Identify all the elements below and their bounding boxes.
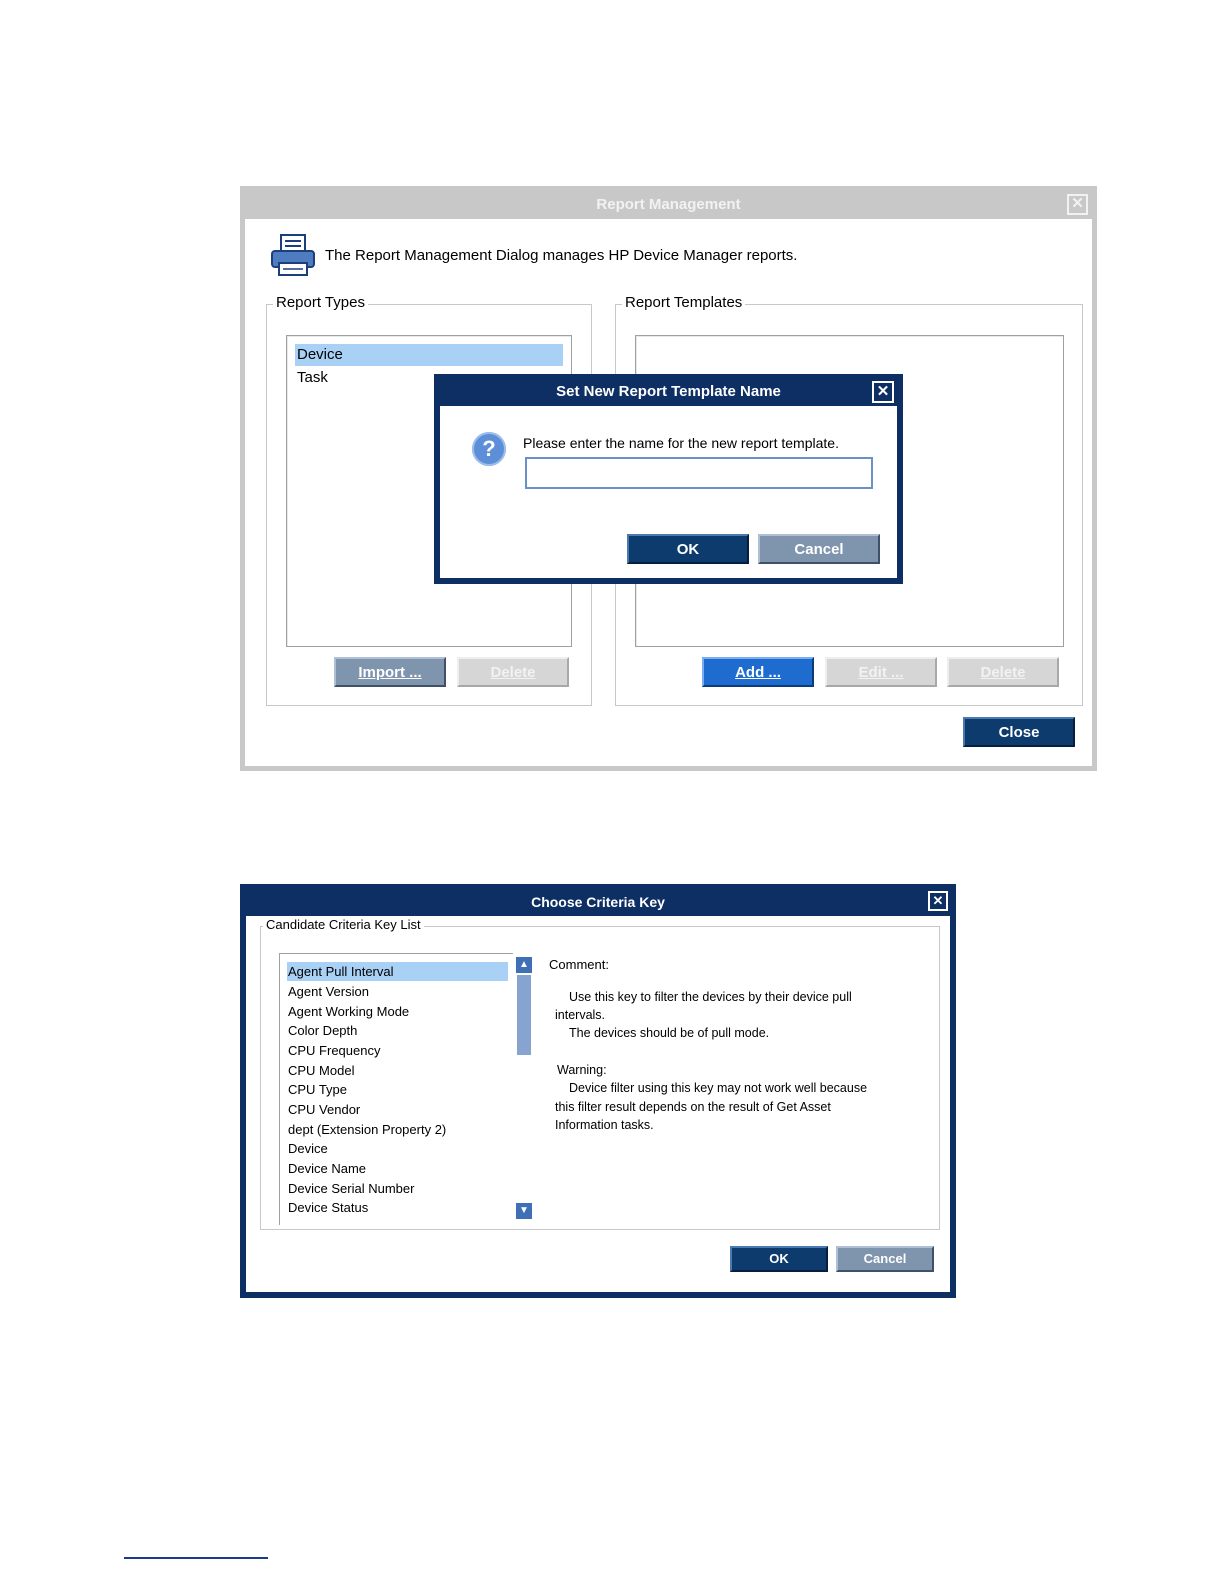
description-text: The Report Management Dialog manages HP Device Manager reports. bbox=[325, 247, 798, 264]
warning-line: Information tasks. bbox=[555, 1118, 654, 1132]
ok-button[interactable]: OK bbox=[627, 534, 749, 564]
list-item[interactable]: CPU Frequency bbox=[288, 1043, 381, 1058]
close-icon[interactable]: ✕ bbox=[1067, 194, 1088, 215]
comment-label: Comment: bbox=[549, 957, 609, 972]
window-title: Choose Criteria Key bbox=[246, 890, 950, 916]
comment-line: intervals. bbox=[555, 1008, 606, 1022]
warning-label: Warning: bbox=[557, 1063, 607, 1077]
question-icon: ? bbox=[472, 432, 506, 466]
scroll-up-icon[interactable]: ▲ bbox=[516, 957, 532, 973]
candidate-key-group bbox=[260, 917, 940, 1230]
dialog-title: Set New Report Template Name bbox=[440, 380, 897, 406]
list-item[interactable]: CPU Model bbox=[288, 1063, 355, 1078]
scroll-down-icon[interactable]: ▼ bbox=[516, 1203, 532, 1219]
list-item[interactable]: Color Depth bbox=[288, 1023, 358, 1038]
delete-type-button[interactable]: Delete bbox=[457, 657, 569, 687]
list-item[interactable]: Device Status bbox=[288, 1200, 369, 1215]
delete-template-button[interactable]: Delete bbox=[947, 657, 1059, 687]
criteria-key-list[interactable] bbox=[279, 953, 513, 1225]
list-scrollbar[interactable] bbox=[515, 953, 533, 1225]
window-title: Report Management bbox=[245, 191, 1092, 219]
list-item[interactable]: Agent Version bbox=[288, 984, 369, 999]
list-item[interactable]: Task bbox=[297, 369, 328, 386]
report-templates-label: Report Templates bbox=[622, 294, 745, 311]
set-template-name-dialog bbox=[434, 374, 903, 584]
list-item[interactable]: CPU Vendor bbox=[288, 1102, 361, 1117]
warning-line: this filter result depends on the result of Get Asset bbox=[555, 1100, 831, 1114]
warning-line: Device filter using this key may not work well because bbox=[569, 1081, 868, 1095]
prompt-text: Please enter the name for the new report template. bbox=[523, 435, 839, 451]
choose-criteria-key-window bbox=[240, 884, 956, 1298]
cancel-button[interactable]: Cancel bbox=[758, 534, 880, 564]
template-name-input[interactable] bbox=[525, 457, 873, 489]
list-item[interactable]: dept (Extension Property 2) bbox=[288, 1122, 447, 1137]
candidate-key-label: Candidate Criteria Key List bbox=[263, 917, 424, 932]
footnote-rule bbox=[124, 1557, 268, 1559]
list-item[interactable]: Device bbox=[295, 344, 563, 366]
list-item[interactable]: Device Serial Number bbox=[288, 1181, 415, 1196]
comment-line: The devices should be of pull mode. bbox=[569, 1026, 770, 1040]
list-item[interactable]: Device bbox=[288, 1141, 328, 1156]
comment-line: Use this key to filter the devices by their device pull bbox=[569, 990, 852, 1004]
list-item[interactable]: CPU Type bbox=[288, 1082, 348, 1097]
list-item[interactable]: Device Name bbox=[288, 1161, 367, 1176]
cancel-button[interactable]: Cancel bbox=[836, 1246, 934, 1272]
edit-template-button[interactable]: Edit ... bbox=[825, 657, 937, 687]
close-icon[interactable]: ✕ bbox=[872, 381, 894, 403]
add-template-button[interactable]: Add ... bbox=[702, 657, 814, 687]
scroll-thumb[interactable] bbox=[517, 975, 531, 1055]
import-button[interactable]: Import ... bbox=[334, 657, 446, 687]
close-icon[interactable]: ✕ bbox=[928, 891, 948, 911]
ok-button[interactable]: OK bbox=[730, 1246, 828, 1272]
list-item[interactable]: Agent Pull Interval bbox=[287, 962, 508, 981]
list-item[interactable]: Agent Working Mode bbox=[288, 1004, 410, 1019]
printer-icon bbox=[269, 233, 317, 279]
close-button[interactable]: Close bbox=[963, 717, 1075, 747]
report-types-label: Report Types bbox=[273, 294, 368, 311]
